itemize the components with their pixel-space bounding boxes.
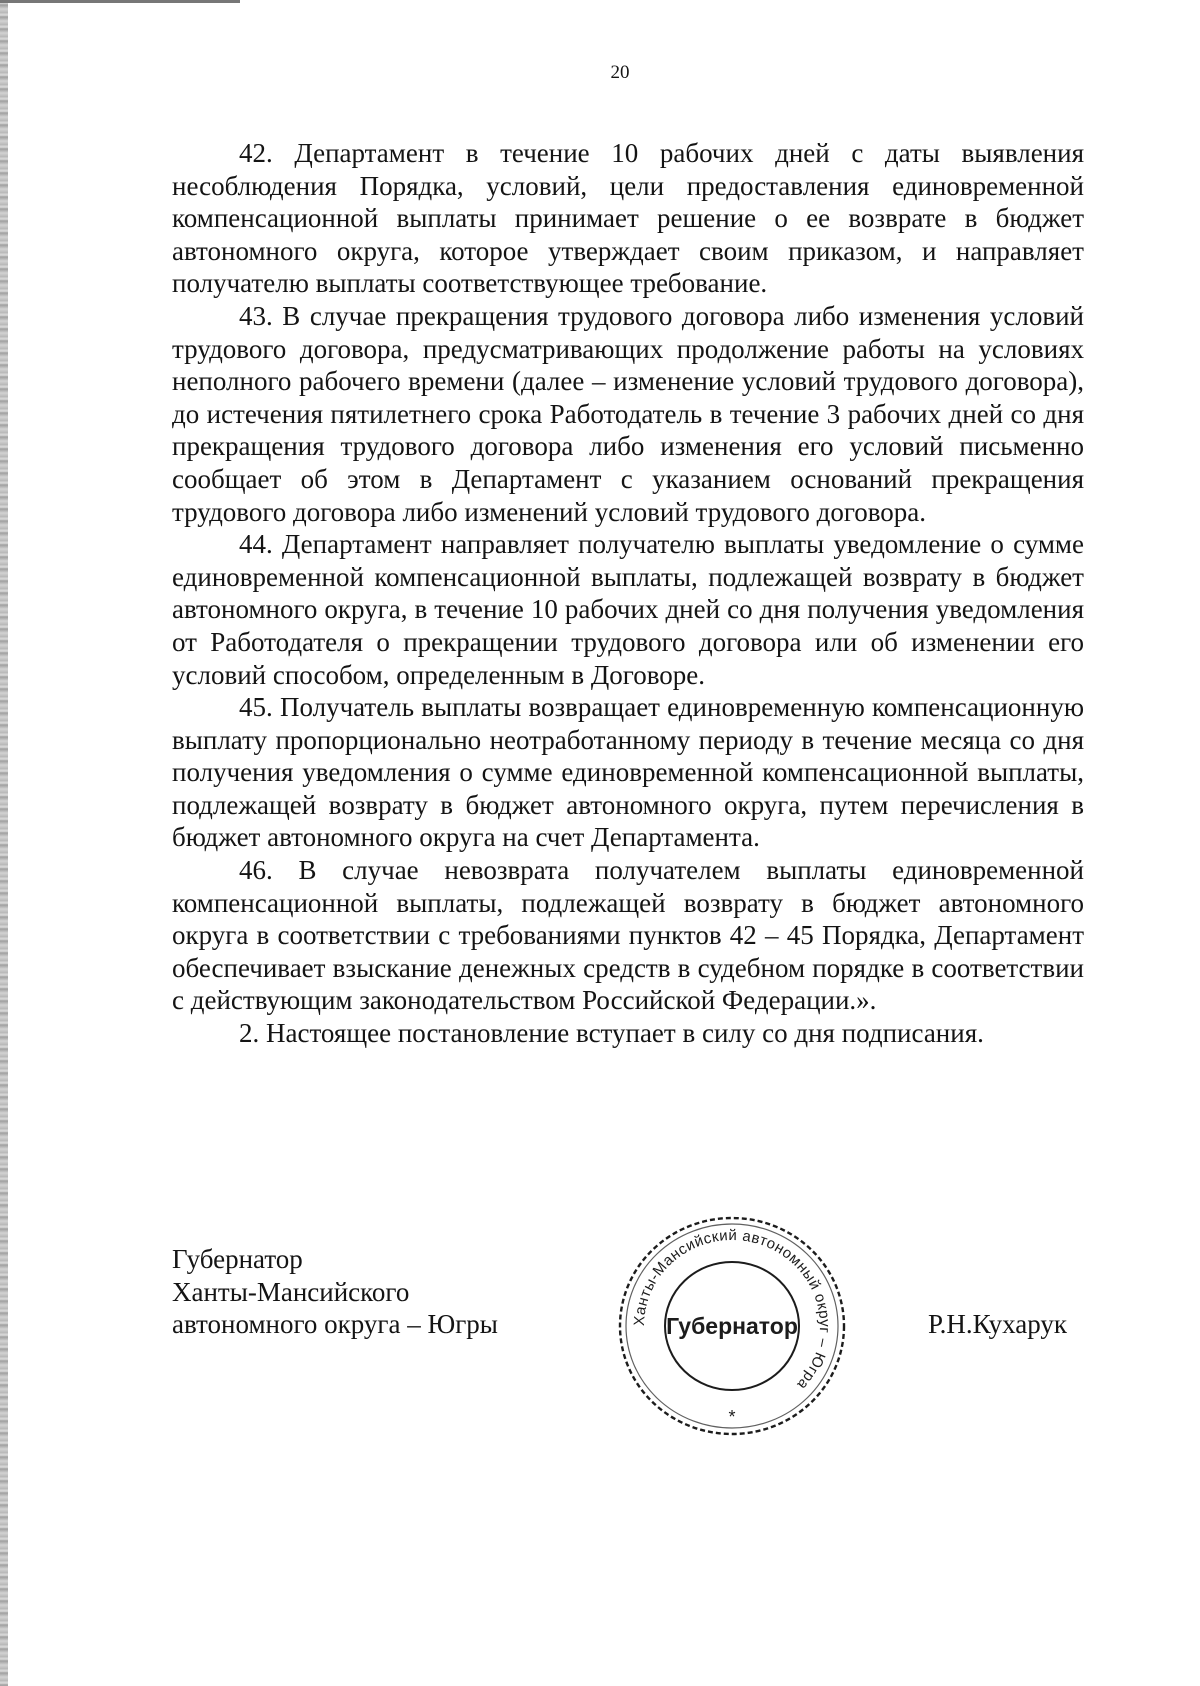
seal-ring-text	[631, 1227, 833, 1393]
scan-edge-top	[0, 0, 240, 3]
paragraph-45: 45. Получатель выплаты возвращает единовременную компенсационную выплату пропорционально неотработанному периоду в течение месяца со дня получения уведомления о сумме единовременной компенсационной выплаты, подлежащей возврату в бюджет автономного округа, путем перечисления в бюджет автономного округа на счет Департамента.	[172, 692, 1084, 853]
signer-name: Р.Н.Кухарук	[928, 1309, 1068, 1339]
seal-graphic	[614, 1212, 850, 1440]
signatory-region-line-1: Ханты-Мансийского	[172, 1276, 410, 1307]
signatory-position	[172, 1243, 498, 1341]
signatory-region-line-2: автономного округа – Югры	[172, 1309, 498, 1340]
paragraph-44: 44. Департамент направляет получателю выплаты уведомление о сумме единовременной компенсационной выплаты, подлежащей возврату в бюджет автономного округа, в течение 10 рабочих дней со дня получения уведомления от Работодателя о прекращении трудового договора или об изменении его условий способом, определенным в Договоре.	[172, 529, 1084, 690]
seal-ring-textpath: Ханты-Мансийский автономный округ – Югра	[630, 1226, 834, 1394]
paragraph-42: 42. Департамент в течение 10 рабочих дней с даты выявления несоблюдения Порядка, условий, цели предоставления единовременной компенсационной выплаты принимает решение о ее возврате в бюджет автономного округа, которое утверждает своим приказом, и направляет получателю выплаты соответствующее требование.	[172, 138, 1084, 299]
paragraph-43: 43. В случае прекращения трудового договора либо изменения условий трудового договора, предусматривающих продолжение работы на условиях неполного рабочего времени (далее – изменение условий трудового договора), до истечения пятилетнего срока Работодатель в течение 3 рабочих дней со дня прекращения трудового договора либо изменения его условий письменно сообщает об этом в Департамент с указанием оснований прекращения трудового договора либо изменений условий трудового договора.	[172, 300, 1084, 527]
paragraph-effective-date: 2. Настоящее постановление вступает в силу со дня подписания.	[239, 1018, 984, 1049]
scan-edge-left	[0, 0, 8, 1686]
document-body	[172, 137, 1084, 1050]
page-number: 20	[610, 62, 630, 83]
seal-star: *	[728, 1407, 736, 1427]
official-seal	[614, 1212, 850, 1440]
signatory-title: Губернатор	[172, 1244, 303, 1274]
seal-center-text: Губернатор	[666, 1313, 798, 1339]
paragraph-46: 46. В случае невозврата получателем выплаты единовременной компенсационной выплаты, подлежащей возврату в бюджет автономного округа в соответствии с требованиями пунктов 42 – 45 Порядка, Департамент обеспечивает взыскание денежных средств в судебном порядке в соответствии с действующим законодательством Российской Федерации.».	[172, 855, 1084, 1016]
